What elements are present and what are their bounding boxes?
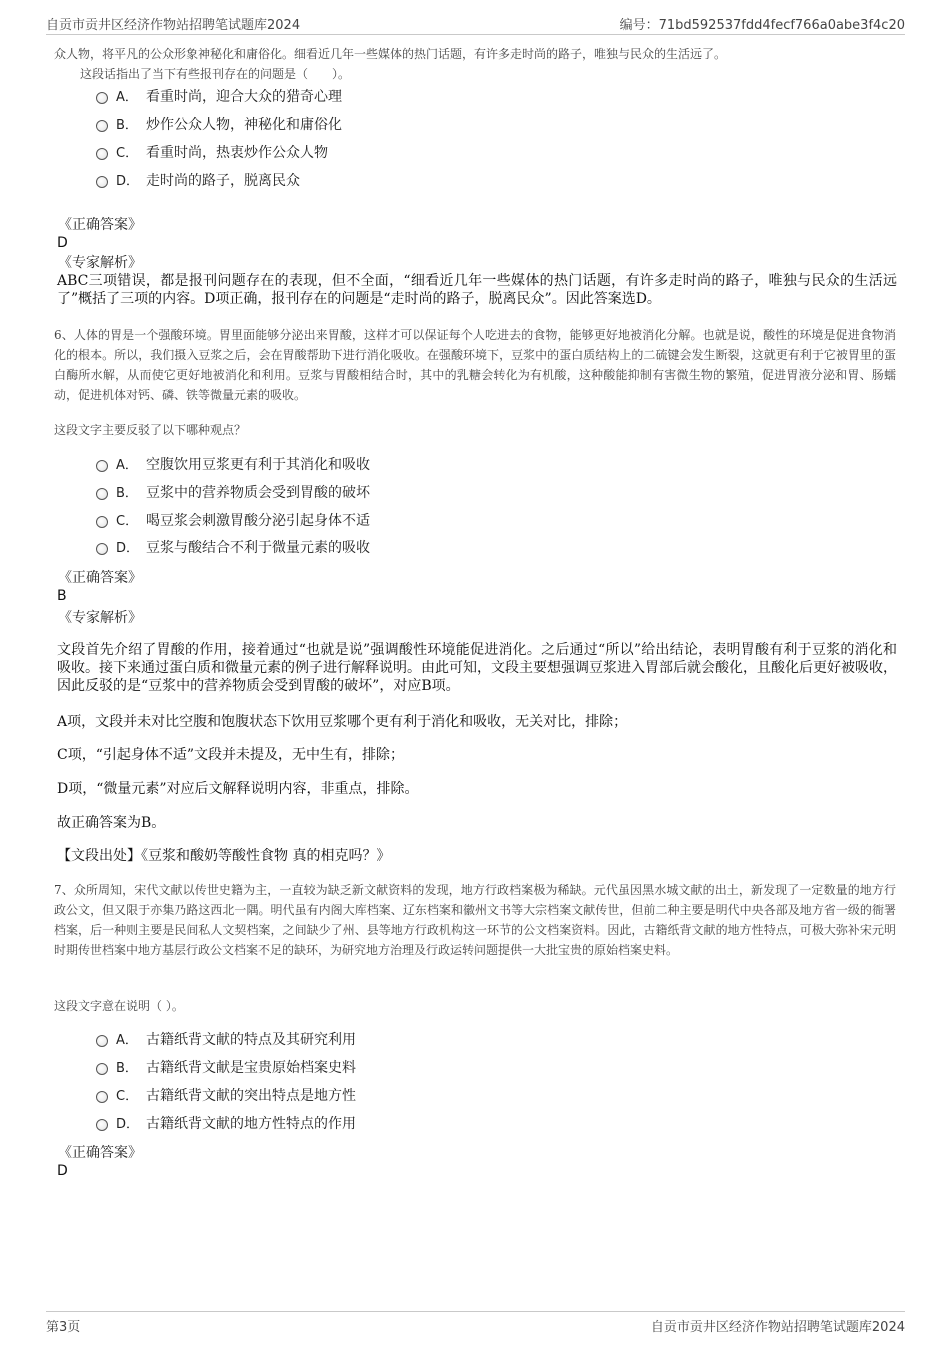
q5-passage-tail: 众人物，将平凡的公众形象神秘化和庸俗化。细看近几年一些媒体的热门话题，有许多走时尚的路子，唯独与民众的生活远了。: [54, 47, 727, 61]
q6-passage: 6、人体的胃是一个强酸环境。胃里面能够分泌出来胃酸，这样才可以保证每个人吃进去的食物，能够更好地被消化分解。也就是说，酸性的环境是促进食物消化的根本。所以，我们摄入豆浆之后，会在胃酸帮助下进行消化吸收。在强酸环境下，豆浆中的蛋白质结构上的二硫键会发生断裂，这就更有利于它被胃里的蛋白酶所水解，从而使它更好地被消化和利用。豆浆与胃酸相结合时，其中的乳糖会转化为有机酸，这种酸能抑制有害微生物的繁殖，促进胃液分泌和胃、肠蠕动，促进机体对钙、磷、铁等微量元素的吸收。: [54, 328, 896, 402]
radio-icon[interactable]: [96, 543, 108, 555]
q7-option-c[interactable]: C． 古籍纸背文献的突出特点是地方性: [96, 1086, 356, 1106]
radio-icon[interactable]: [96, 1091, 108, 1103]
q6-question: 这段文字主要反驳了以下哪种观点？: [54, 423, 247, 437]
radio-icon[interactable]: [96, 1035, 108, 1047]
q6-conclusion: 故正确答案为B。: [57, 815, 166, 831]
q5-option-d[interactable]: D． 走时尚的路子，脱离民众: [96, 171, 300, 191]
q6-analysis-a: A项，文段并未对比空腹和饱腹状态下饮用豆浆哪个更有利于消化和吸收，无关对比，排除；: [57, 714, 628, 730]
footer-title: 自贡市贡井区经济作物站招聘笔试题库2024: [650, 1320, 905, 1335]
footer-page-number: 第3页: [46, 1320, 81, 1335]
radio-icon[interactable]: [96, 120, 108, 132]
q5-option-c[interactable]: C． 看重时尚，热衷炒作公众人物: [96, 143, 328, 163]
q6-option-c[interactable]: C． 喝豆浆会刺激胃酸分泌引起身体不适: [96, 511, 370, 531]
q5-analysis: ABC三项错误，都是报刊问题存在的表现，但不全面，“细看近几年一些媒体的热门话题，有许多走时尚的路子，唯独与民众的生活远了”概括了三项的内容。D项正确，报刊存在的问题是“走时尚的路子，脱离民众”。因此答案选D。: [57, 273, 897, 307]
q7-option-b[interactable]: B． 古籍纸背文献是宝贵原始档案史料: [96, 1058, 356, 1078]
q6-analysis-main: 文段首先介绍了胃酸的作用，接着通过“也就是说”强调酸性环境能促进消化。之后通过“所以”给出结论，表明胃酸有利于豆浆的消化和吸收。接下来通过蛋白质和微量元素的例子进行解释说明。由此可知，文段主要想强调豆浆进入胃部后就会酸化，且酸化后更好被吸收，因此反驳的是“豆浆中的营养物质会受到胃酸的破坏”，对应B项。: [57, 642, 897, 694]
q6-analysis-d: D项，“微量元素”对应后文解释说明内容，非重点，排除。: [57, 781, 419, 797]
header-title: 自贡市贡井区经济作物站招聘笔试题库2024: [46, 18, 301, 33]
q5-analysis-label: 《专家解析》: [58, 255, 142, 271]
q5-answer-label: 《正确答案》: [58, 217, 142, 233]
q6-answer: B: [57, 588, 67, 604]
q7-option-a[interactable]: A． 古籍纸背文献的特点及其研究利用: [96, 1030, 356, 1050]
q6-option-a[interactable]: A． 空腹饮用豆浆更有利于其消化和吸收: [96, 455, 370, 475]
q5-option-b[interactable]: B． 炒作公众人物，神秘化和庸俗化: [96, 115, 342, 135]
page-footer: [46, 1311, 905, 1336]
radio-icon[interactable]: [96, 1119, 108, 1131]
q7-answer: D: [57, 1163, 68, 1179]
header-code: 编号：71bd592537fdd4fecf766a0abe3f4c20: [619, 18, 905, 33]
q5-answer: D: [57, 235, 68, 251]
q6-analysis-c: C项，“引起身体不适”文段并未提及，无中生有，排除；: [57, 747, 405, 763]
radio-icon[interactable]: [96, 176, 108, 188]
radio-icon[interactable]: [96, 92, 108, 104]
radio-icon[interactable]: [96, 516, 108, 528]
q6-source: 【文段出处】《豆浆和酸奶等酸性食物 真的相克吗？》: [57, 848, 391, 864]
radio-icon[interactable]: [96, 148, 108, 160]
q5-option-a[interactable]: A． 看重时尚，迎合大众的猎奇心理: [96, 87, 342, 107]
page-header: [46, 14, 905, 35]
radio-icon[interactable]: [96, 460, 108, 472]
q6-answer-label: 《正确答案》: [58, 570, 142, 586]
radio-icon[interactable]: [96, 488, 108, 500]
q6-option-b[interactable]: B． 豆浆中的营养物质会受到胃酸的破坏: [96, 483, 370, 503]
q6-analysis-label: 《专家解析》: [58, 610, 142, 626]
radio-icon[interactable]: [96, 1063, 108, 1075]
q6-option-d[interactable]: D． 豆浆与酸结合不利于微量元素的吸收: [96, 538, 370, 558]
q7-answer-label: 《正确答案》: [58, 1145, 142, 1161]
q5-question: 这段话指出了当下有些报刊存在的问题是（ ）。: [80, 67, 351, 81]
q7-option-d[interactable]: D． 古籍纸背文献的地方性特点的作用: [96, 1114, 356, 1134]
q7-question: 这段文字意在说明（ ）。: [54, 999, 184, 1013]
q7-passage: 7、众所周知，宋代文献以传世史籍为主，一直较为缺乏新文献资料的发现，地方行政档案极为稀缺。元代虽因黑水城文献的出土，新发现了一定数量的地方行政公文，但又限于亦集乃路这西北一隅。明代虽有内阁大库档案、辽东档案和徽州文书等大宗档案文献传世，但前二种主要是明代中央各部及地方省一级的衙署档案，后一种则主要是民间私人文契档案，之间缺少了州、县等地方行政机构这一环节的公文档案资料。因此，古籍纸背文献的地方性特点，可极大弥补宋元明时期传世档案中地方基层行政公文档案不足的缺环，为研究地方治理及行政运转问题提供一大批宝贵的原始档案史料。: [54, 883, 896, 957]
